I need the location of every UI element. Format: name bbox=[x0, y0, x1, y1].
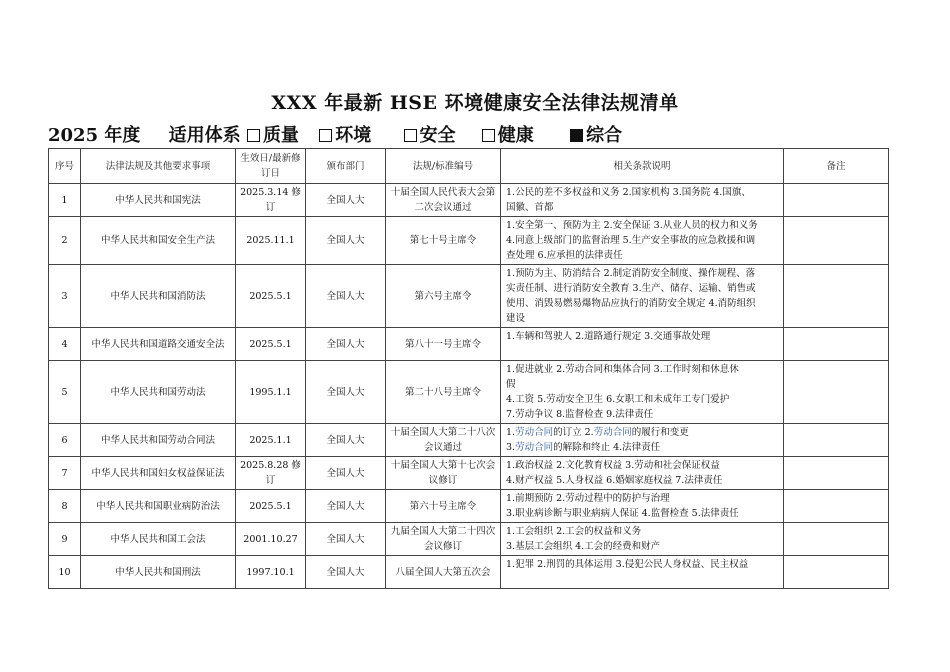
cell-law-name: 中华人民共和国宪法 bbox=[81, 184, 236, 217]
cell-description bbox=[501, 424, 784, 457]
cell-law-name: 中华人民共和国安全生产法 bbox=[81, 217, 236, 265]
description-text: 的订立 2. bbox=[553, 427, 594, 438]
description-line bbox=[506, 329, 779, 344]
cell-no: 5 bbox=[49, 361, 81, 424]
cell-no: 4 bbox=[49, 328, 81, 361]
description-text: 1.前期预防 2.劳动过程中的防护与治理 bbox=[506, 493, 670, 504]
cell-description bbox=[501, 265, 784, 328]
description-text: 1.促进就业 2.劳动合同和集体合同 3.工作时刻和休息休 bbox=[506, 364, 739, 375]
cell-no: 10 bbox=[49, 556, 81, 589]
description-line bbox=[506, 425, 779, 440]
description-text: 7.劳动争议 8.监督检查 9.法律责任 bbox=[506, 409, 654, 420]
table-row bbox=[49, 184, 889, 217]
cell-no: 9 bbox=[49, 523, 81, 556]
option-health[interactable] bbox=[482, 121, 534, 147]
cell-code: 第七十号主席令 bbox=[386, 217, 501, 265]
table-header-row bbox=[49, 149, 889, 184]
cell-no: 2 bbox=[49, 217, 81, 265]
cell-department: 全国人大 bbox=[306, 523, 386, 556]
description-link-text: 劳动合同 bbox=[515, 442, 554, 453]
description-text: 4.财产权益 5.人身权益 6.婚姻家庭权益 7.法律责任 bbox=[506, 475, 723, 486]
cell-description bbox=[501, 184, 784, 217]
cell-remark bbox=[784, 184, 889, 217]
description-text: 查处理 6.应承担的法律责任 bbox=[506, 250, 623, 261]
cell-law-name: 中华人民共和国消防法 bbox=[81, 265, 236, 328]
cell-no: 8 bbox=[49, 490, 81, 523]
description-line bbox=[506, 281, 779, 296]
cell-department: 全国人大 bbox=[306, 490, 386, 523]
table-row bbox=[49, 361, 889, 424]
cell-no: 3 bbox=[49, 265, 81, 328]
cell-description bbox=[501, 523, 784, 556]
cell-department: 全国人大 bbox=[306, 457, 386, 490]
subtitle-row bbox=[48, 121, 622, 147]
header-remark: 备注 bbox=[784, 149, 889, 184]
table-row bbox=[49, 523, 889, 556]
cell-code: 第六号主席令 bbox=[386, 265, 501, 328]
cell-code: 第八十一号主席令 bbox=[386, 328, 501, 361]
description-link-text: 劳动合同 bbox=[515, 427, 554, 438]
cell-effective-date: 2025.5.1 bbox=[236, 265, 306, 328]
table-row bbox=[49, 556, 889, 589]
option-health-label: 健康 bbox=[497, 125, 534, 146]
cell-remark bbox=[784, 523, 889, 556]
cell-law-name: 中华人民共和国道路交通安全法 bbox=[81, 328, 236, 361]
option-comprehensive-label: 综合 bbox=[586, 125, 623, 146]
description-text: 建设 bbox=[506, 313, 526, 324]
description-line bbox=[506, 200, 779, 215]
description-line bbox=[506, 362, 779, 377]
description-text: 1. bbox=[506, 427, 516, 438]
description-text: 1.工会组织 2.工会的权益和义务 bbox=[506, 526, 642, 537]
description-text: 1.预防为主、防消结合 2.制定消防安全制度、操作规程、落 bbox=[506, 268, 756, 279]
cell-effective-date: 1997.10.1 bbox=[236, 556, 306, 589]
description-line bbox=[506, 296, 779, 311]
description-line bbox=[506, 473, 779, 488]
cell-department: 全国人大 bbox=[306, 217, 386, 265]
document-title: XXX 年最新 HSE 环境健康安全法律法规清单 bbox=[271, 92, 679, 114]
cell-law-name: 中华人民共和国劳动法 bbox=[81, 361, 236, 424]
cell-no: 1 bbox=[49, 184, 81, 217]
cell-no: 6 bbox=[49, 424, 81, 457]
cell-department: 全国人大 bbox=[306, 184, 386, 217]
cell-description bbox=[501, 490, 784, 523]
description-text: 假 bbox=[506, 379, 516, 390]
cell-effective-date: 2025.5.1 bbox=[236, 328, 306, 361]
description-text: 3. bbox=[506, 442, 516, 453]
description-line bbox=[506, 185, 779, 200]
description-line bbox=[506, 506, 779, 521]
description-line bbox=[506, 557, 779, 572]
option-quality[interactable] bbox=[247, 121, 299, 147]
description-text: 的解除和终止 4.法律责任 bbox=[553, 442, 661, 453]
checkbox-environment[interactable] bbox=[319, 129, 332, 142]
option-comprehensive[interactable] bbox=[570, 121, 622, 147]
description-line bbox=[506, 344, 779, 359]
description-text: 1.公民的差不多权益和义务 2.国家机构 3.国务院 4.国旗、 bbox=[506, 187, 751, 198]
cell-law-name: 中华人民共和国妇女权益保证法 bbox=[81, 457, 236, 490]
description-link-text: 劳动合同 bbox=[593, 427, 632, 438]
laws-table bbox=[48, 148, 889, 589]
table-row bbox=[49, 490, 889, 523]
year-label: 2025 年度 bbox=[48, 125, 141, 146]
description-line bbox=[506, 311, 779, 326]
description-text: 1.车辆和驾驶人 2.道路通行规定 3.交通事故处理 bbox=[506, 331, 711, 342]
description-text: 使用、消毁易燃易爆物品应执行的消防安全规定 4.消防组织 bbox=[506, 298, 756, 309]
description-line bbox=[506, 266, 779, 281]
cell-code: 第六十号主席令 bbox=[386, 490, 501, 523]
cell-department: 全国人大 bbox=[306, 424, 386, 457]
cell-remark bbox=[784, 556, 889, 589]
description-line bbox=[506, 491, 779, 506]
cell-remark bbox=[784, 424, 889, 457]
cell-effective-date: 2025.8.28 修订 bbox=[236, 457, 306, 490]
cell-code: 第二十八号主席令 bbox=[386, 361, 501, 424]
cell-description bbox=[501, 217, 784, 265]
option-quality-label: 质量 bbox=[262, 125, 299, 146]
cell-department: 全国人大 bbox=[306, 328, 386, 361]
cell-code: 八届全国人大第五次会 bbox=[386, 556, 501, 589]
description-line bbox=[506, 440, 779, 455]
cell-description bbox=[501, 457, 784, 490]
cell-effective-date: 2025.5.1 bbox=[236, 490, 306, 523]
cell-effective-date: 2001.10.27 bbox=[236, 523, 306, 556]
description-line bbox=[506, 458, 779, 473]
cell-remark bbox=[784, 217, 889, 265]
cell-description bbox=[501, 556, 784, 589]
option-environment-label: 环境 bbox=[335, 125, 372, 146]
cell-code: 九届全国人大第二十四次会议修订 bbox=[386, 523, 501, 556]
cell-description bbox=[501, 328, 784, 361]
description-text: 4.同意上级部门的监督治理 5.生产安全事故的应急救援和调 bbox=[506, 235, 756, 246]
description-text: 1.政治权益 2.文化教育权益 3.劳动和社会保证权益 bbox=[506, 460, 720, 471]
cell-law-name: 中华人民共和国刑法 bbox=[81, 556, 236, 589]
table-row bbox=[49, 457, 889, 490]
header-code: 法规/标准编号 bbox=[386, 149, 501, 184]
description-text: 3.职业病诊断与职业病病人保证 4.监督检查 5.法律责任 bbox=[506, 508, 739, 519]
description-text: 1.犯罪 2.刑罚的具体运用 3.侵犯公民人身权益、民主权益 bbox=[506, 559, 749, 570]
description-text: 实责任制、进行消防安全教育 3.生产、储存、运输、销售或 bbox=[506, 283, 756, 294]
table-body bbox=[49, 184, 889, 589]
table-row bbox=[49, 328, 889, 361]
description-line bbox=[506, 524, 779, 539]
table-row bbox=[49, 424, 889, 457]
table-row bbox=[49, 217, 889, 265]
description-line bbox=[506, 377, 779, 392]
cell-law-name: 中华人民共和国工会法 bbox=[81, 523, 236, 556]
cell-code: 十届全国人大第十七次会议修订 bbox=[386, 457, 501, 490]
description-text: 国徽、首都 bbox=[506, 202, 554, 213]
option-safety[interactable] bbox=[404, 121, 456, 147]
option-environment[interactable] bbox=[319, 121, 371, 147]
description-text: 3.基层工会组织 4.工会的经费和财产 bbox=[506, 541, 661, 552]
header-no: 序号 bbox=[49, 149, 81, 184]
description-line bbox=[506, 407, 779, 422]
header-description: 相关条款说明 bbox=[501, 149, 784, 184]
description-line bbox=[506, 218, 779, 233]
description-line bbox=[506, 539, 779, 554]
description-text: 4.工资 5.劳动安全卫生 6.女职工和未成年工专门爱护 bbox=[506, 394, 730, 405]
header-department: 颁布部门 bbox=[306, 149, 386, 184]
checkbox-health[interactable] bbox=[482, 129, 495, 142]
description-text: 1.安全第一、预防为主 2.安全保证 3.从业人员的权力和义务 bbox=[506, 220, 758, 231]
cell-remark bbox=[784, 265, 889, 328]
description-line bbox=[506, 572, 779, 587]
checkbox-safety[interactable] bbox=[404, 129, 417, 142]
cell-department: 全国人大 bbox=[306, 265, 386, 328]
cell-effective-date: 2025.11.1 bbox=[236, 217, 306, 265]
cell-code: 十届全国人大第二十八次会议通过 bbox=[386, 424, 501, 457]
cell-no: 7 bbox=[49, 457, 81, 490]
cell-law-name: 中华人民共和国职业病防治法 bbox=[81, 490, 236, 523]
checkbox-quality[interactable] bbox=[247, 129, 260, 142]
description-text: 的履行和变更 bbox=[631, 427, 689, 438]
header-effective-date: 生效日/最新修订日 bbox=[236, 149, 306, 184]
cell-law-name: 中华人民共和国劳动合同法 bbox=[81, 424, 236, 457]
cell-effective-date: 2025.3.14 修订 bbox=[236, 184, 306, 217]
header-law-name: 法律法规及其他要求事项 bbox=[81, 149, 236, 184]
cell-department: 全国人大 bbox=[306, 361, 386, 424]
checkbox-comprehensive[interactable] bbox=[570, 129, 583, 142]
cell-remark bbox=[784, 490, 889, 523]
cell-description bbox=[501, 361, 784, 424]
cell-effective-date: 2025.1.1 bbox=[236, 424, 306, 457]
cell-code: 十届全国人民代表大会第二次会议通过 bbox=[386, 184, 501, 217]
cell-effective-date: 1995.1.1 bbox=[236, 361, 306, 424]
table-row bbox=[49, 265, 889, 328]
description-line bbox=[506, 233, 779, 248]
system-label: 适用体系 bbox=[168, 125, 241, 146]
cell-department: 全国人大 bbox=[306, 556, 386, 589]
cell-remark bbox=[784, 361, 889, 424]
cell-remark bbox=[784, 457, 889, 490]
cell-remark bbox=[784, 328, 889, 361]
description-line bbox=[506, 392, 779, 407]
option-safety-label: 安全 bbox=[419, 125, 456, 146]
description-line bbox=[506, 248, 779, 263]
